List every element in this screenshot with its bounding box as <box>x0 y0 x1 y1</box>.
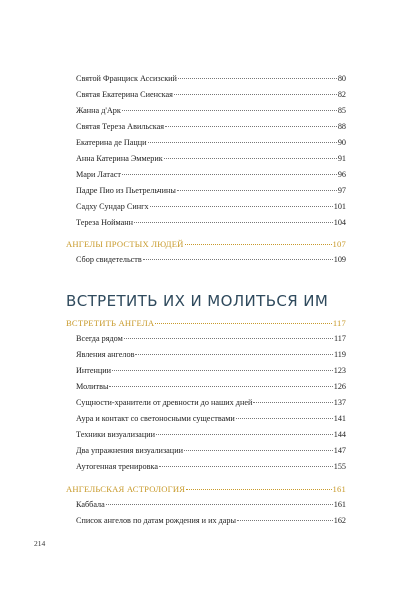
toc-entry: Екатерина де Пацци 90 <box>76 138 346 147</box>
toc-entry: Интенции 123 <box>76 366 346 375</box>
toc-entry: Сущности-хранители от древности до наших дней 137 <box>76 398 346 407</box>
toc-entry: Святой Франциск Ассизский 80 <box>76 74 346 83</box>
toc-entry: Святая Тереза Авильская 88 <box>76 122 346 131</box>
toc-entry: Каббала 161 <box>76 500 346 509</box>
page-number: 214 <box>34 539 46 548</box>
toc-entry: Два упражнения визуализации 147 <box>76 446 346 455</box>
toc-entry: Падре Пио из Пьетрельчины 97 <box>76 186 346 195</box>
toc-entry: Всегда рядом 117 <box>76 334 346 343</box>
toc-entry: Святая Екатерина Сиенская 82 <box>76 90 346 99</box>
toc-entry: Садху Сундар Сингх 101 <box>76 202 346 211</box>
toc-entry: Аутогенная тренировка 155 <box>76 462 346 471</box>
toc-entry: Список ангелов по датам рождения и их дары 162 <box>76 516 346 525</box>
toc-entry: Техники визуализации 144 <box>76 430 346 439</box>
toc-entry: Анна Катерина Эммерик 91 <box>76 154 346 163</box>
toc-entry: Мари Латаст 96 <box>76 170 346 179</box>
toc-entry: Жанна д'Арк 85 <box>76 106 346 115</box>
chapter-title: ВСТРЕТИТЬ ИХ И МОЛИТЬСЯ ИМ <box>66 292 329 310</box>
toc-entry: Явления ангелов 119 <box>76 350 346 359</box>
toc-heading: АНГЕЛЬСКАЯ АСТРОЛОГИЯ 161 <box>66 484 346 494</box>
toc-entry: Сбор свидетельств 109 <box>76 255 346 264</box>
toc-heading: ВСТРЕТИТЬ АНГЕЛА 117 <box>66 318 346 328</box>
toc-entry: Аура и контакт со светоносными существами 141 <box>76 414 346 423</box>
toc-entry: Тереза Нойманн 104 <box>76 218 346 227</box>
toc-entry: Молитвы 126 <box>76 382 346 391</box>
toc-heading: АНГЕЛЫ ПРОСТЫХ ЛЮДЕЙ 107 <box>66 239 346 249</box>
